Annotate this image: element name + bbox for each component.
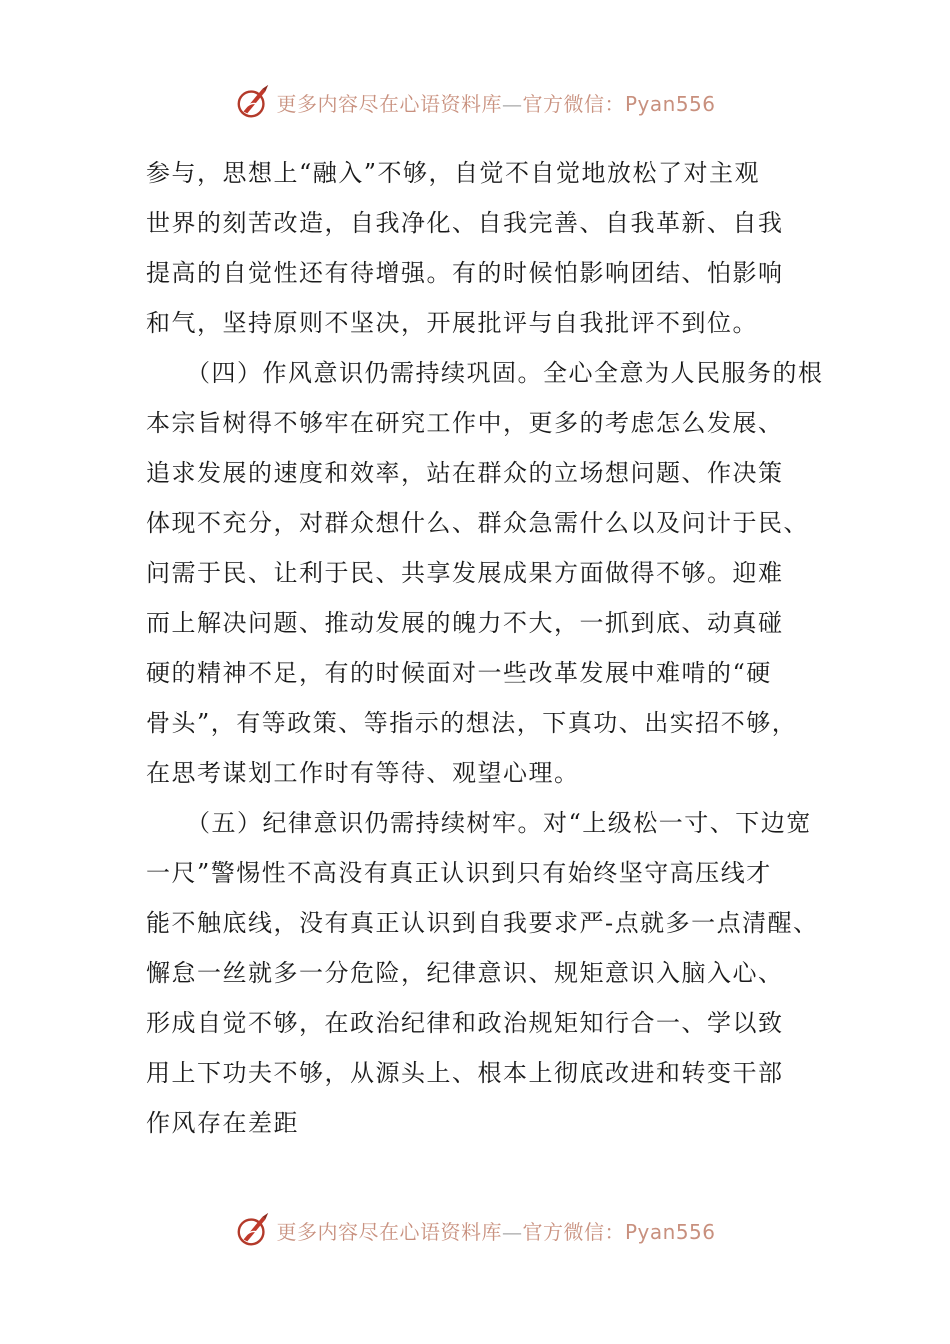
- text-line: 作风存在差距: [146, 1109, 299, 1137]
- section-heading-line: （五）纪律意识仍需持续树牢。对“上级松一寸、下边宽: [186, 809, 812, 837]
- banner-text: 更多内容尽在心语资料库—官方微信：Pyan556: [276, 1219, 716, 1244]
- text-line: 本宗旨树得不够牢在研究工作中，更多的考虑怎么发展、: [146, 409, 784, 437]
- quill-logo-icon: [234, 1211, 272, 1249]
- text-line: 体现不充分，对群众想什么、群众急需什么以及问计于民、: [146, 509, 809, 537]
- section-heading-line: （四）作风意识仍需持续巩固。全心全意为人民服务的根: [186, 359, 824, 387]
- text-line: 问需于民、让利于民、共享发展成果方面做得不够。迎难: [146, 559, 784, 587]
- banner-text: 更多内容尽在心语资料库—官方微信：Pyan556: [276, 91, 716, 116]
- footer-banner: [0, 1210, 950, 1250]
- text-line: 一尺”警惕性不高没有真正认识到只有始终坚守高压线才: [146, 859, 772, 887]
- text-line: 和气，坚持原则不坚决，开展批评与自我批评不到位。: [146, 309, 758, 337]
- text-line: 追求发展的速度和效率，站在群众的立场想问题、作决策: [146, 459, 784, 487]
- text-line: 能不触底线，没有真正认识到自我要求严-点就多一点清醒、: [146, 909, 819, 937]
- text-line: 形成自觉不够，在政治纪律和政治规矩知行合一、学以致: [146, 1009, 784, 1037]
- text-line: 世界的刻苦改造，自我净化、自我完善、自我革新、自我: [146, 209, 784, 237]
- text-line: 用上下功夫不够，从源头上、根本上彻底改进和转变干部: [146, 1059, 784, 1087]
- document-body: [146, 148, 826, 1148]
- text-line: 懈怠一丝就多一分危险，纪律意识、规矩意识入脑入心、: [146, 959, 784, 987]
- text-line: 提高的自觉性还有待增强。有的时候怕影响团结、怕影响: [146, 259, 784, 287]
- text-line: 参与，思想上“融入”不够，自觉不自觉地放松了对主观: [146, 159, 761, 187]
- text-line: 硬的精神不足，有的时候面对一些改革发展中难啃的“硬: [146, 659, 772, 687]
- text-line: 而上解决问题、推动发展的魄力不大，一抓到底、动真碰: [146, 609, 784, 637]
- text-line: 骨头”，有等政策、等指示的想法，下真功、出实招不够，: [146, 709, 798, 737]
- quill-logo-icon: [234, 83, 272, 121]
- header-banner: [0, 82, 950, 122]
- text-line: 在思考谋划工作时有等待、观望心理。: [146, 759, 580, 787]
